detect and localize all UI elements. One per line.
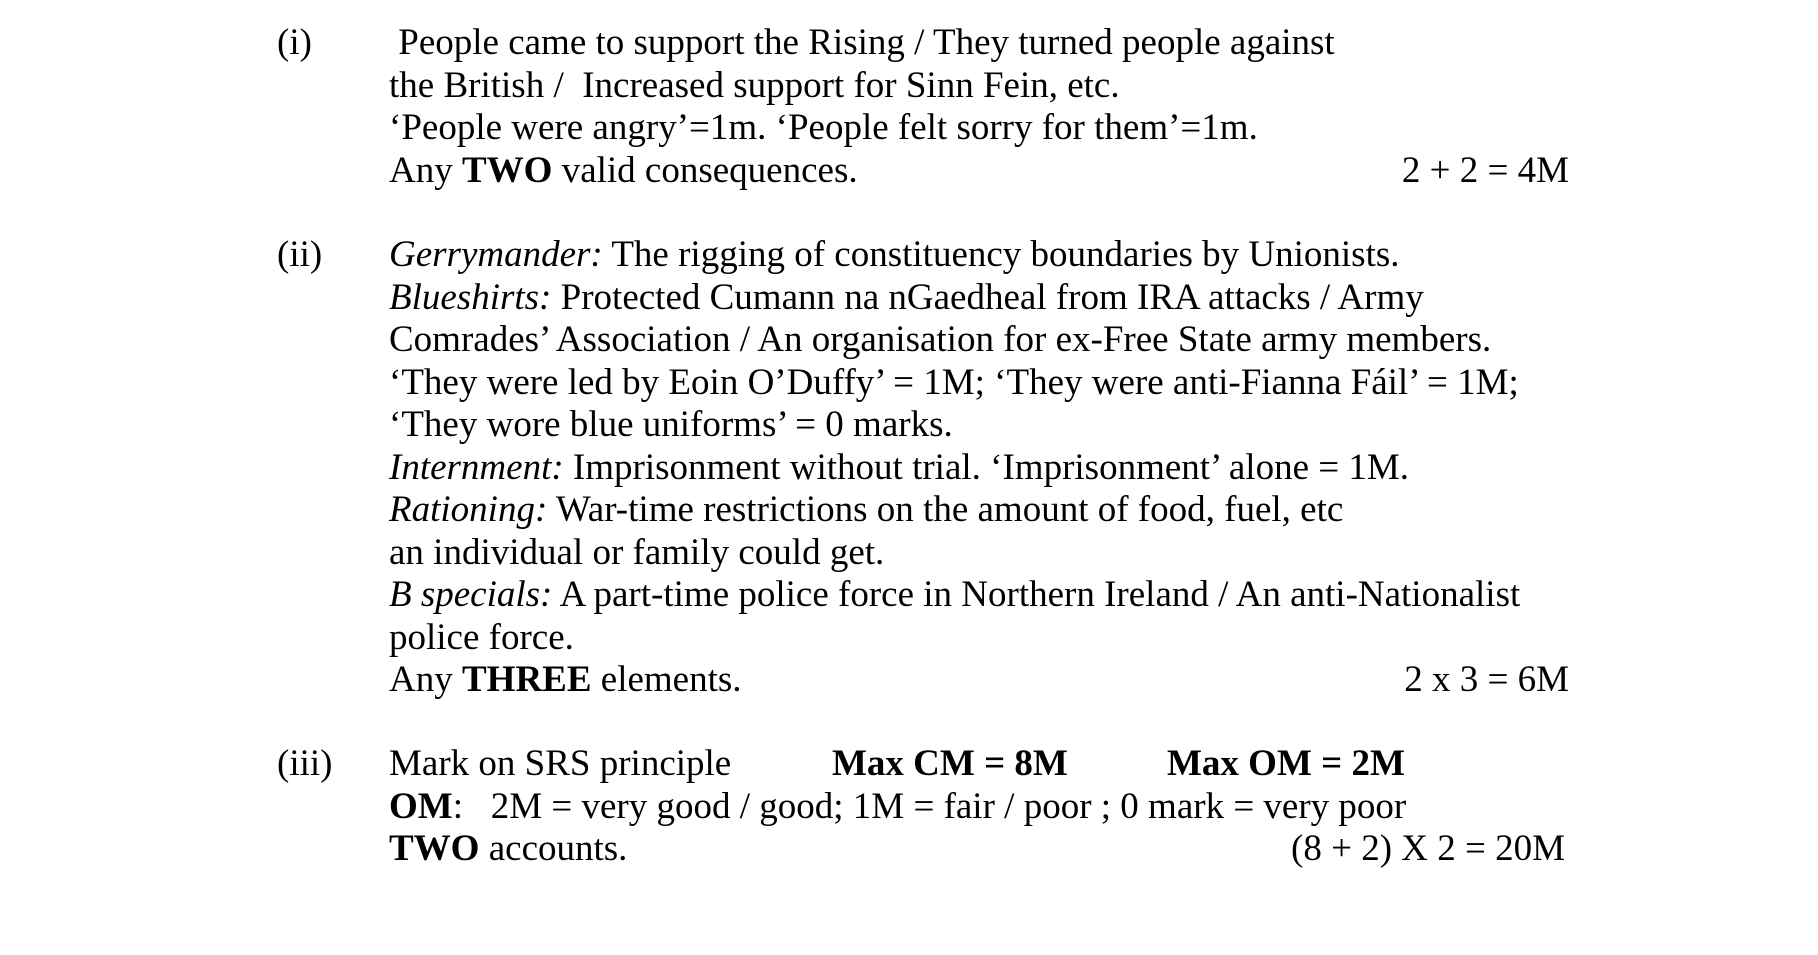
definition: Protected Cumann na nGaedheal from IRA attacks / Army [551, 276, 1424, 318]
term: Internment: [389, 446, 564, 488]
text-line: the British / Increased support for Sinn Fein, etc. [389, 64, 1120, 106]
text-line: ‘They wore blue uniforms’ = 0 marks. [389, 404, 953, 445]
section-body [389, 22, 1569, 192]
line-text: Any [389, 659, 462, 700]
marking-line [389, 659, 1569, 702]
definition-gerrymander [389, 234, 1569, 277]
section-number: (iii) [277, 743, 333, 784]
marking-line [389, 828, 1569, 871]
definition: Imprisonment without trial. ‘Imprisonment’ alone = 1M. [563, 446, 1410, 488]
definition: War-time restrictions on the amount of food, fuel, etc [547, 489, 1344, 530]
term: Blueshirts: [389, 276, 552, 318]
emphasis-text: OM [389, 785, 453, 827]
text-line: Comrades’ Association / An organisation for ex-Free State army members. [389, 319, 1492, 360]
term: Gerrymander: [389, 234, 603, 275]
marking-line [389, 150, 1569, 193]
section-number: (i) [277, 22, 312, 63]
om-scale-line [389, 786, 1569, 829]
term: B specials: [389, 574, 553, 615]
mark-allocation: 2 + 2 = 4M [1401, 149, 1569, 191]
text-line: People came to support the Rising / They turned people against [389, 22, 1335, 63]
max-om: Max OM = 2M [1167, 743, 1405, 784]
mark-allocation: 2 x 3 = 6M [1404, 659, 1569, 700]
text-line: ‘They were led by Eoin O’Duffy’ = 1M; ‘They were anti-Fianna Fáil’ = 1M; [389, 361, 1519, 403]
definition-rationing [389, 489, 1569, 532]
text-line: police force. [389, 616, 574, 658]
text-line: ‘People were angry’=1m. ‘People felt sorry for them’=1m. [389, 107, 1258, 148]
definition: A part-time police force in Northern Ireland / An anti-Nationalist [552, 574, 1521, 615]
mark-allocation: (8 + 2) X 2 = 20M [1291, 828, 1565, 869]
emphasis-text: TWO [389, 828, 480, 869]
definition-blueshirts [389, 277, 1569, 320]
emphasis-text: TWO [461, 149, 553, 191]
line-text: elements. [591, 659, 742, 700]
section-body [389, 743, 1569, 871]
section-number: (ii) [277, 234, 323, 275]
line-text: Any [389, 149, 462, 191]
marking-principle-line [389, 743, 1569, 786]
line-text: valid consequences. [552, 149, 858, 191]
definition-internment [389, 447, 1569, 490]
term: Rationing: [389, 489, 548, 530]
section-body [389, 234, 1569, 702]
max-cm: Max CM = 8M [832, 743, 1068, 784]
line-text: accounts. [479, 828, 628, 869]
text-line: an individual or family could get. [389, 531, 885, 573]
definition-b-specials [389, 574, 1569, 617]
line-text: Mark on SRS principle [389, 743, 732, 784]
definition: The rigging of constituency boundaries by Unionists. [602, 234, 1400, 275]
line-text: : 2M = very good / good; 1M = fair / poor ; 0 mark = very poor [452, 785, 1407, 827]
emphasis-text: THREE [461, 659, 592, 700]
